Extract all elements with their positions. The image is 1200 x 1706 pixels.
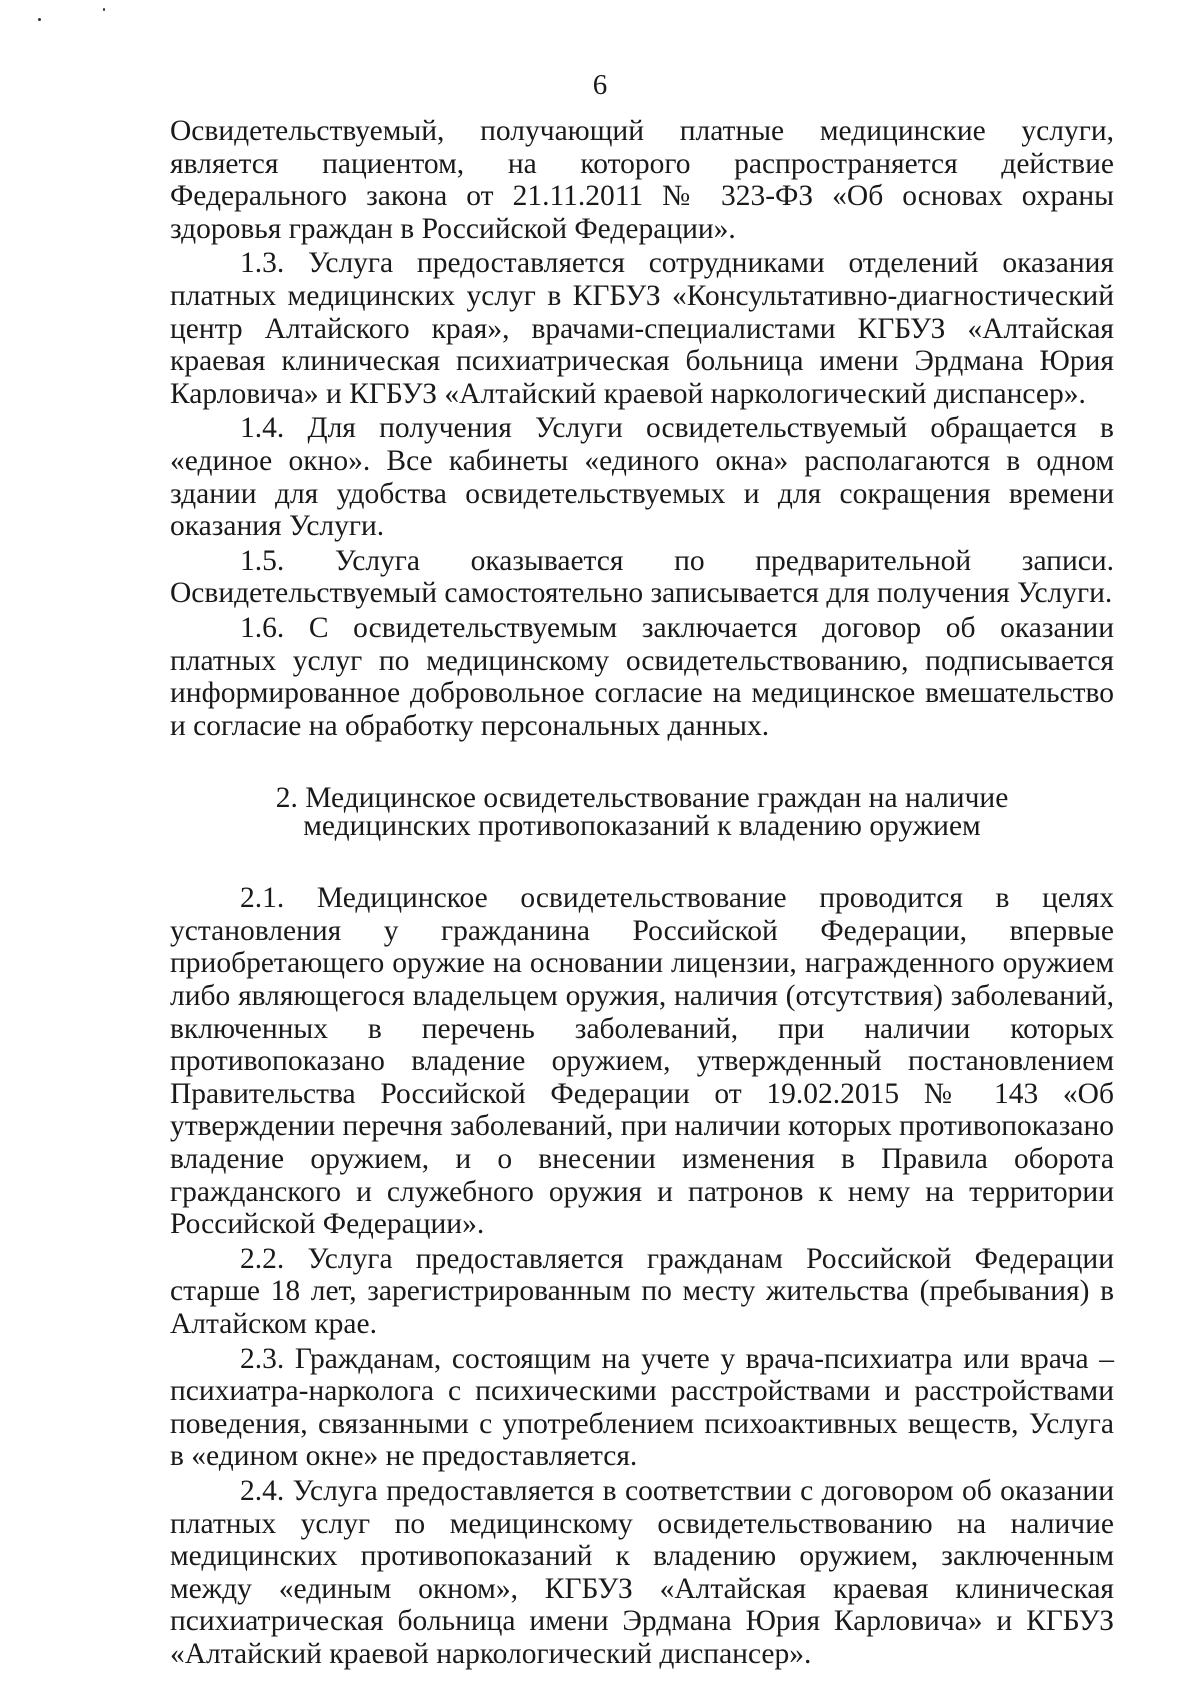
- page-number: 6: [592, 69, 608, 101]
- paragraph-2-4: 2.4. Услуга предоставляется в соответствии с договором об оказании платных услуг по медицинскому освидетельствованию на наличие медицинских противопоказаний к владению оружием, заключенным между «единым окном», КГБУЗ «Алтайская краевая клиническая психиатрическая больница имени Эрдмана Юрия Карловича» и КГБУЗ «Алтайский краевой наркологический диспансер».: [170, 1474, 1114, 1670]
- document-body: [170, 115, 1114, 1671]
- section-2-heading: [170, 782, 1114, 843]
- paragraph-2-1: 2.1. Медицинское освидетельствование проводится в целях установления у гражданина Российской Федерации, впервые приобретающего оружие на основании лицензии, награжденного оружием либо являющегося владельцем оружия, наличия (отсутствия) заболеваний, включенных в перечень заболеваний, при наличии которых противопоказано владение оружием, утвержденный постановлением Правительства Российской Федерации от 19.02.2015 № 143 «Об утверждении перечня заболеваний, при наличии которых противопоказано владение оружием, и о внесении изменения в Правила оборота гражданского и служебного оружия и патронов к нему на территории Российской Федерации».: [170, 882, 1114, 1241]
- paragraph-2-3: 2.3. Гражданам, состоящим на учете у врача-психиатра или врача – психиатра-нарколога с психическими расстройствами и расстройствами поведения, связанными с употреблением психоактивных веществ, Услуга в «едином окне» не предоставляется.: [170, 1342, 1114, 1473]
- section-2-heading-line-2: медицинских противопоказаний к владению оружием: [303, 810, 981, 843]
- paragraph-1-6: 1.6. С освидетельствуемым заключается договор об оказании платных услуг по медицинскому освидетельствованию, подписывается информированное добровольное согласие на медицинское вмешательство и согласие на обработку персональных данных.: [170, 611, 1114, 742]
- paragraph-1-5: 1.5. Услуга оказывается по предварительной записи. Освидетельствуемый самостоятельно записывается для получения Услуги.: [170, 544, 1114, 610]
- scan-speck: [103, 8, 105, 11]
- paragraph-1-4: 1.4. Для получения Услуги освидетельствуемый обращается в «единое окно». Все кабинеты «единого окна» располагаются в одном здании для удобства освидетельствуемых и для сокращения времени оказания Услуги.: [170, 412, 1114, 543]
- scan-speck: [38, 18, 41, 21]
- intro-paragraph: Освидетельствуемый, получающий платные медицинские услуги, является пациентом, на которого распространяется действие Федерального закона от 21.11.2011 № 323-ФЗ «Об основах охраны здоровья граждан в Российской Федерации».: [170, 115, 1114, 245]
- paragraph-1-3: 1.3. Услуга предоставляется сотрудниками отделений оказания платных медицинских услуг в КГБУЗ «Консультативно-диагностический центр Алтайского края», врачами-специалистами КГБУЗ «Алтайская краевая клиническая психиатрическая больница имени Эрдмана Юрия Карловича» и КГБУЗ «Алтайский краевой наркологический диспансер».: [170, 247, 1114, 410]
- section-2-heading-line-1: 2. Медицинское освидетельствование граждан на наличие: [275, 782, 1009, 815]
- paragraph-2-2: 2.2. Услуга предоставляется гражданам Российской Федерации старше 18 лет, зарегистрированным по месту жительства (пребывания) в Алтайском крае.: [170, 1242, 1114, 1340]
